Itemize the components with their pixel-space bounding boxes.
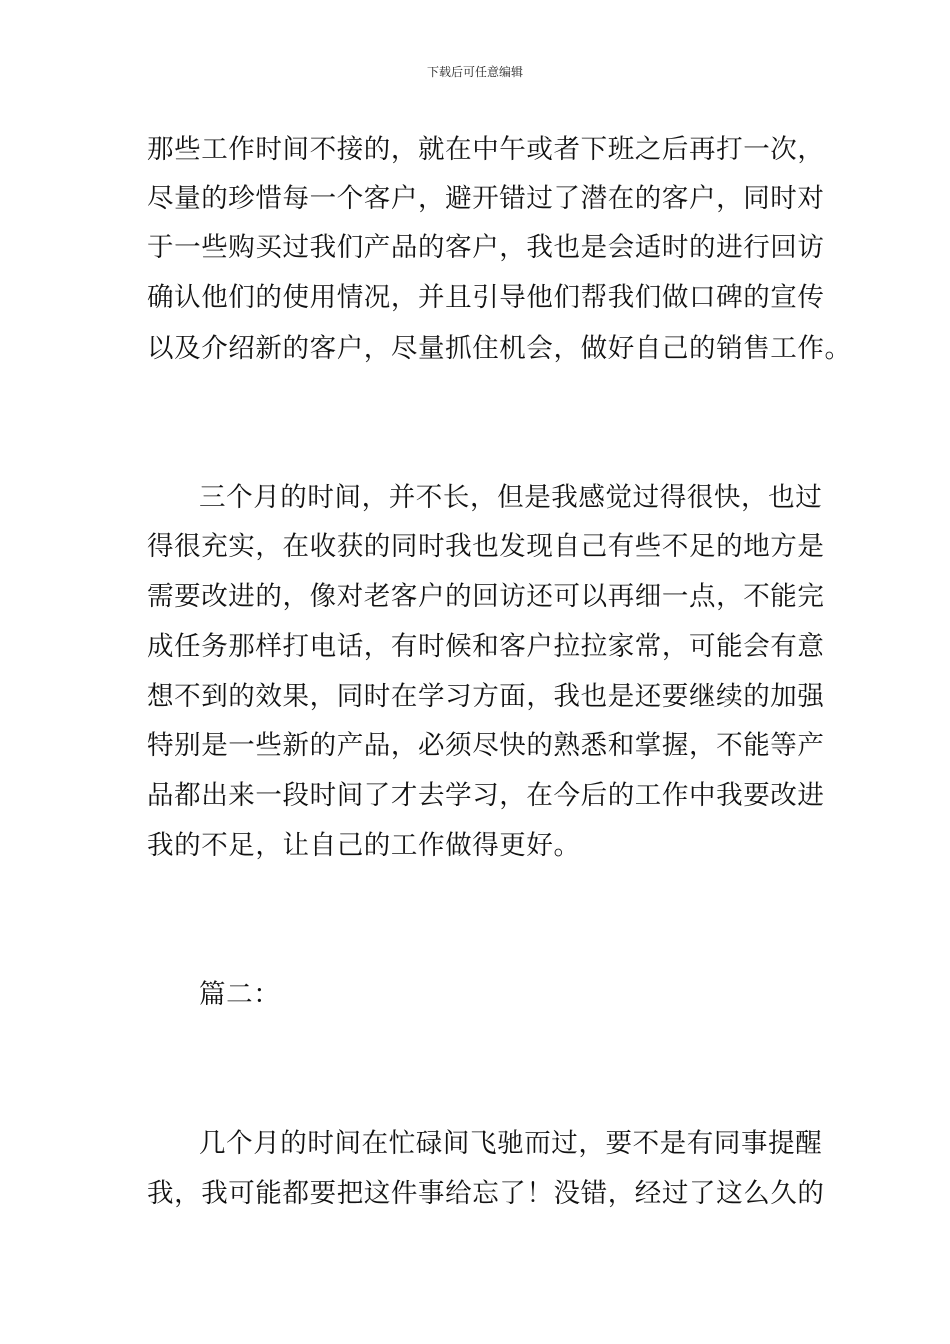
paragraph-line: 那些工作时间不接的，就在中午或者下班之后再打一次， xyxy=(147,134,825,165)
page-header: 下载后可任意编辑 xyxy=(426,65,523,79)
paragraph-line: 几个月的时间在忙碌间飞驰而过，要不是有同事提醒 xyxy=(199,1128,823,1159)
paragraph-line: 尽量的珍惜每一个客户，避开错过了潜在的客户，同时对 xyxy=(147,183,825,214)
paragraph-line: 成任务那样打电话，有时候和客户拉拉家常，可能会有意 xyxy=(147,631,825,662)
paragraph-line: 特别是一些新的产品，必须尽快的熟悉和掌握，不能等产 xyxy=(147,730,825,761)
paragraph-line: 我，我可能都要把这件事给忘了！没错，经过了这么久的 xyxy=(147,1178,825,1209)
paragraph-line: 需要改进的，像对老客户的回访还可以再细一点，不能完 xyxy=(147,581,825,612)
paragraph-line: 三个月的时间，并不长，但是我感觉过得很快，也过 xyxy=(199,482,823,513)
paragraph-line: 于一些购买过我们产品的客户，我也是会适时的进行回访 xyxy=(147,232,825,263)
paragraph-line: 确认他们的使用情况，并且引导他们帮我们做口碑的宣传 xyxy=(147,282,825,313)
section-heading: 篇二： xyxy=(199,979,281,1010)
paragraph-line: 我的不足，让自己的工作做得更好。 xyxy=(147,830,581,861)
paragraph-line: 品都出来一段时间了才去学习，在今后的工作中我要改进 xyxy=(147,780,825,811)
paragraph-line: 得很充实，在收获的同时我也发现自己有些不足的地方是 xyxy=(147,531,825,562)
paragraph-line: 想不到的效果，同时在学习方面，我也是还要继续的加强 xyxy=(147,681,825,712)
paragraph-line: 以及介绍新的客户，尽量抓住机会，做好自己的销售工作。 xyxy=(147,333,852,364)
